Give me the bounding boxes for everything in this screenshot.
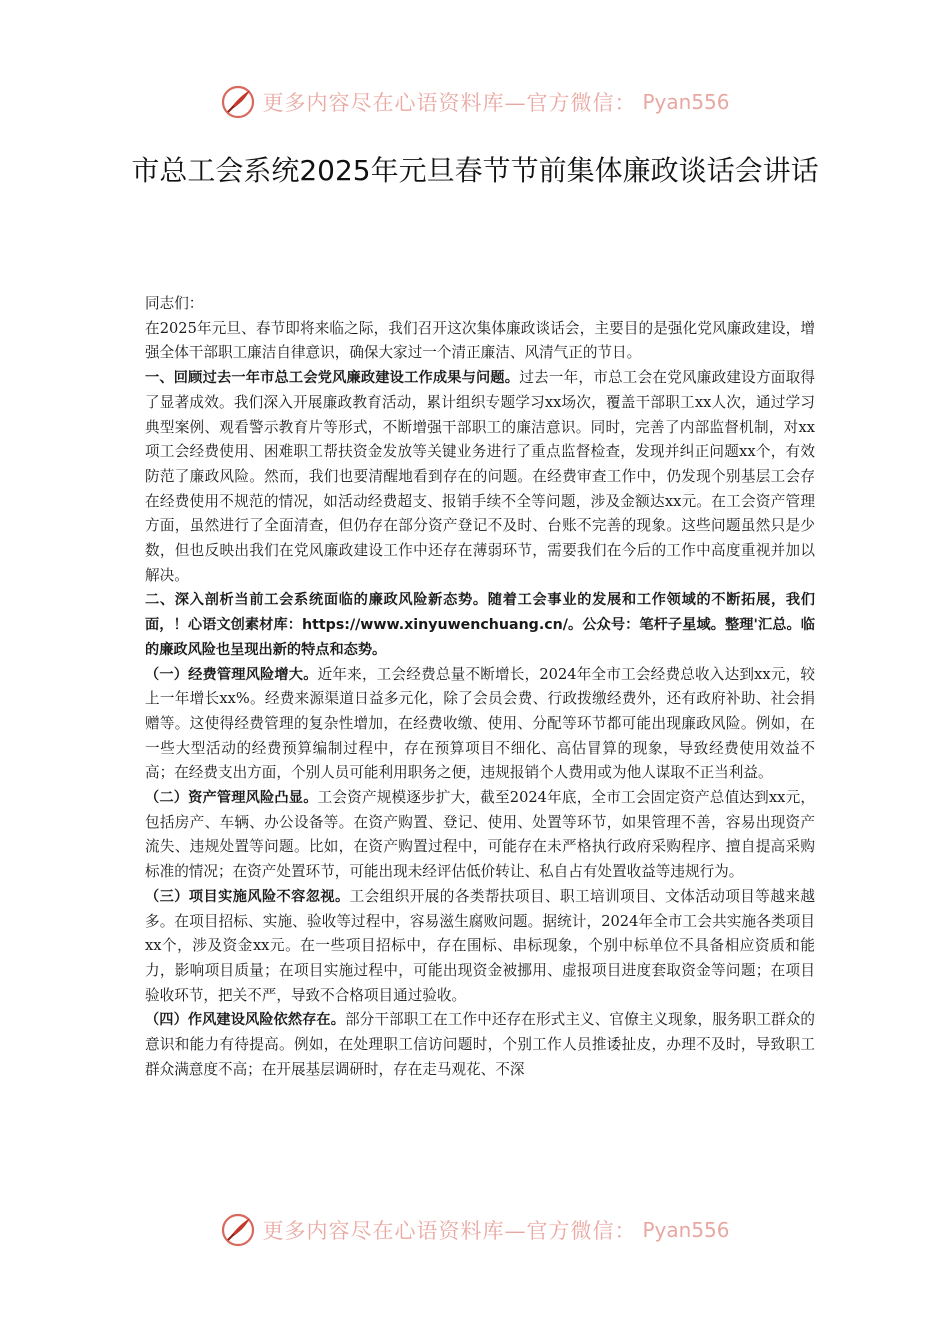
subsection-four-body: 部分干部职工在工作中还存在形式主义、官僚主义现象，服务职工群众的意识和能力有待提高。例如，在处理职工信访问题时，个别工作人员推诿扯皮，办理不及时，导致职工群众满意度不高；在开展基层调研时，存在走马观花、不深 [145,1011,815,1078]
section-one-paragraph [145,366,815,588]
section-two-heading: 二、深入剖析当前工会系统面临的廉政风险新态势。随着工会事业的发展和工作领域的不断拓展，我们面，！心语文创素材库：https://www.xinyuwenchuang.cn/。公众号：笔杆子星域。整理'汇总。临的廉政风险也呈现出新的特点和态势。 [145,592,815,658]
quill-logo-icon [220,84,256,120]
document-body [145,292,815,1083]
subsection-two-heading: （二）资产管理风险凸显。 [145,790,318,807]
subsection-three-paragraph [145,885,815,1009]
subsection-four-paragraph [145,1008,815,1082]
page-title: 市总工会系统2025年元旦春节节前集体廉政谈话会讲话 [131,154,819,187]
subsection-two-paragraph [145,786,815,885]
subsection-four-heading: （四）作风建设风险依然存在。 [145,1012,345,1029]
subsection-two-body: 工会资产规模逐步扩大，截至2024年底，全市工会固定资产总值达到xx元，包括房产、车辆、办公设备等。在资产购置、登记、使用、处置等环节，如果管理不善，容易出现资产流失、违规处置等问题。比如，在资产购置过程中，可能存在未严格执行政府采购程序、擅自提高采购标准的情况；在资产处置环节，可能出现未经评估低价转让、私自占有处置收益等违规行为。 [145,789,815,881]
subsection-three-body: 工会组织开展的各类帮扶项目、职工培训项目、文体活动项目等越来越多。在项目招标、实施、验收等过程中，容易滋生腐败问题。据统计，2024年全市工会共实施各类项目xx个，涉及资金xx元。在一些项目招标中，存在围标、串标现象，个别中标单位不具备相应资质和能力，影响项目质量；在项目实施过程中，可能出现资金被挪用、虚报项目进度套取资金等问题；在项目验收环节，把关不严，导致不合格项目通过验收。 [145,887,815,1004]
section-one-body: 过去一年，市总工会在党风廉政建设方面取得了显著成效。我们深入开展廉政教育活动，累计组织专题学习xx场次，覆盖干部职工xx人次，通过学习典型案例、观看警示教育片等形式，不断增强干部职工的廉洁意识。同时，完善了内部监督机制，对xx项工会经费使用、困难职工帮扶资金发放等关键业务进行了重点监督检查，发现并纠正问题xx个，有效防范了廉政风险。然而，我们也要清醒地看到存在的问题。在经费审查工作中，仍发现个别基层工会存在经费使用不规范的情况，如活动经费超支、报销手续不全等问题，涉及金额达xx元。在工会资产管理方面，虽然进行了全面清查，但仍存在部分资产登记不及时、台账不完善的现象。这些问题虽然只是少数，但也反映出我们在党风廉政建设工作中还存在薄弱环节，需要我们在今后的工作中高度重视并加以解决。 [145,369,815,584]
banner-wechat-id: Pyan556 [642,90,730,114]
subsection-one-heading: （一）经费管理风险增大。 [145,666,318,683]
footer-watermark-banner [0,1212,950,1248]
subsection-one-paragraph [145,663,815,787]
subsection-three-heading: （三）项目实施风险不容忽视。 [145,888,350,905]
banner-text: 更多内容尽在心语资料库—官方微信： [262,1219,637,1243]
banner-wechat-id: Pyan556 [642,1218,730,1242]
salutation: 同志们： [145,295,204,312]
banner-text: 更多内容尽在心语资料库—官方微信： [262,91,637,115]
header-watermark-banner [0,84,950,120]
quill-logo-icon [220,1212,256,1248]
intro-paragraph: 在2025年元旦、春节即将来临之际，我们召开这次集体廉政谈话会，主要目的是强化党风廉政建设，增强全体干部职工廉洁自律意识，确保大家过一个清正廉洁、风清气正的节日。 [145,319,815,362]
subsection-one-body: 近年来，工会经费总量不断增长，2024年全市工会经费总收入达到xx元，较上一年增长xx%。经费来源渠道日益多元化，除了会员会费、行政拨缴经费外，还有政府补助、社会捐赠等。这使得经费管理的复杂性增加，在经费收缴、使用、分配等环节都可能出现廉政风险。例如，在一些大型活动的经费预算编制过程中，存在预算项目不细化、高估冒算的现象，导致经费使用效益不高；在经费支出方面，个别人员可能利用职务之便，违规报销个人费用或为他人谋取不正当利益。 [145,665,815,782]
section-one-heading: 一、回顾过去一年市总工会党风廉政建设工作成果与问题。 [145,370,520,387]
